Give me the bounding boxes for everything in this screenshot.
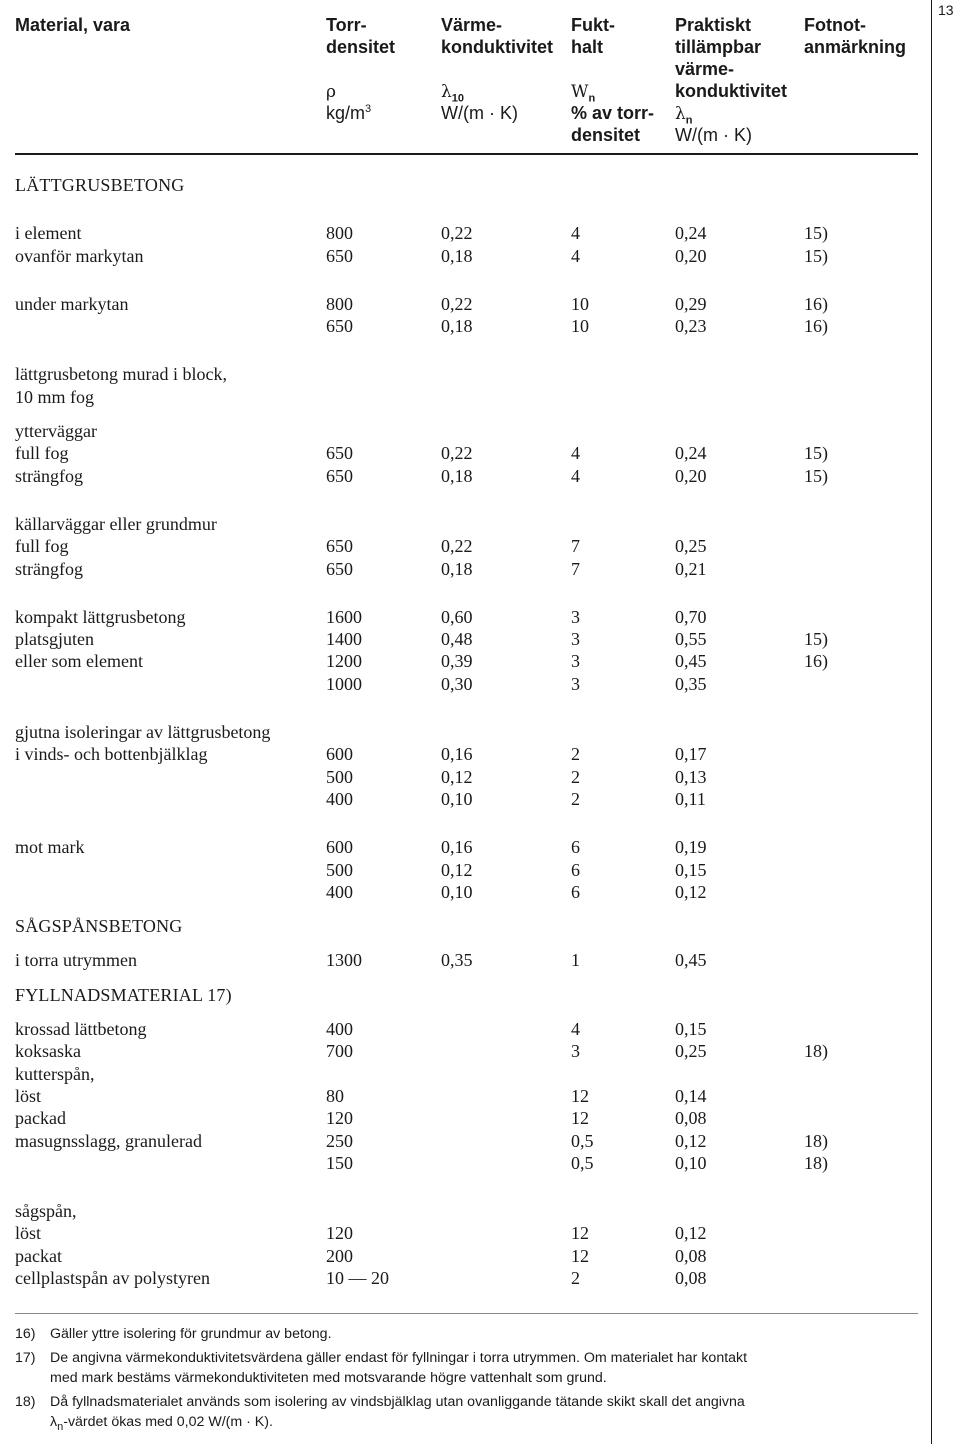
cell-practical: 0,11 [675,788,706,809]
cell-note: 15) [804,443,828,464]
cell-moisture: 0,5 [571,1130,594,1151]
cell-density: 400 [326,881,353,902]
table-row [15,315,920,337]
cell-note: 15) [804,465,828,486]
table-row [15,386,920,408]
cell-moisture: 4 [571,465,580,486]
lambda-n-symbol: λ [50,1414,58,1430]
cell-material: full fog [15,536,69,557]
material-table [15,174,920,1289]
cell-practical: 0,15 [675,1019,707,1040]
cell-density: 650 [326,443,353,464]
cell-moisture: 4 [571,1019,580,1040]
margin-rule [931,0,932,1444]
cell-material: lättgrusbetong murad i block, [15,364,227,385]
cell-density: 650 [326,465,353,486]
header-material: Material, vara [15,15,131,35]
table-row [15,1107,920,1129]
cell-practical: 0,13 [675,766,707,787]
footnote-text [50,1412,915,1432]
cell-material: ytterväggar [15,421,97,442]
table-row [15,721,920,743]
lambda-n-symbol: λ [675,104,686,124]
cell-practical: 0,23 [675,316,707,337]
cell-material: packat [15,1245,62,1266]
cell-material: i vinds- och bottenbjälklag [15,744,208,765]
cell-practical: 0,08 [675,1245,707,1266]
row-spacer [15,580,920,606]
cell-density: 600 [326,837,353,858]
cell-material: under markytan [15,293,129,314]
cell-conductivity: 0,18 [441,465,473,486]
footnote-rule [15,1313,918,1314]
cell-density: 1000 [326,673,362,694]
cell-practical: 0,45 [675,651,707,672]
footnote-number: 18) [15,1394,36,1410]
cell-material: masugnsslagg, granulerad [15,1130,202,1151]
cell-moisture: 2 [571,788,580,809]
page-number: 13 [938,2,954,18]
table-row [15,1018,920,1040]
row-spacer [15,196,920,222]
table-row [15,245,920,267]
cell-practical: 0,35 [675,673,707,694]
row-spacer [15,487,920,513]
cell-practical: 0,12 [675,1223,707,1244]
cell-practical: 0,25 [675,1041,707,1062]
row-spacer [15,810,920,836]
cell-conductivity: 0,12 [441,859,473,880]
cell-density: 1300 [326,950,362,971]
cell-conductivity: 0,35 [441,950,473,971]
cell-material: ovanför markytan [15,245,144,266]
cell-material: sågspån, [15,1201,77,1222]
table-row [15,1245,920,1267]
footnote-text: Gäller yttre isolering för grundmur av betong. [50,1326,332,1342]
header-conductivity: Värme- konduktivitet $\lambda_{10}$ W/(m · K) [441,15,554,123]
table-row [15,1200,920,1222]
cell-conductivity: 0,18 [441,558,473,579]
cell-moisture: 0,5 [571,1152,594,1173]
cell-note: 15) [804,629,828,650]
table-row [15,650,920,672]
cell-note: 18) [804,1041,828,1062]
footnote [15,1348,915,1388]
header-density: Torr- densitet ρ $kg/m^3$ [326,15,396,123]
cell-conductivity: 0,22 [441,536,473,557]
cell-note: 18) [804,1152,828,1173]
table-row [15,1222,920,1244]
row-spacer [15,903,920,915]
row-spacer [15,1174,920,1200]
table-row [15,513,920,535]
footnote-text: De angivna värmekonduktivitetsvärdena gäller endast för fyllningar i torra utrymmen. Om materialet har kontakt [50,1350,748,1366]
cell-material: platsgjuten [15,629,94,650]
cell-material: SÅGSPÅNSBETONG [15,916,183,937]
cell-density: 1400 [326,629,362,650]
cell-practical: 0,12 [675,1130,707,1151]
table-row [15,1040,920,1062]
cell-practical: 0,10 [675,1152,707,1173]
cell-density: 120 [326,1223,353,1244]
cell-material: i element [15,223,82,244]
cell-note: 16) [804,293,828,314]
table-row [15,558,920,580]
cell-density: 250 [326,1130,353,1151]
cell-moisture: 4 [571,443,580,464]
cell-moisture: 3 [571,1041,580,1062]
cell-material: kompakt lättgrusbetong [15,606,186,627]
cell-moisture: 2 [571,766,580,787]
cell-material: full fog [15,443,69,464]
cell-material: cellplastspån av polystyren [15,1267,210,1288]
cell-moisture: 3 [571,606,580,627]
row-spacer [15,267,920,293]
cell-practical: 0,08 [675,1108,707,1129]
cell-practical: 0,17 [675,744,707,765]
header-footnote: Fotnot- anmärkning [804,15,907,57]
rho-symbol: ρ [326,82,336,102]
w-symbol: W [571,82,589,102]
cell-conductivity: 0,10 [441,881,473,902]
cell-density: 400 [326,788,353,809]
cell-density: 500 [326,859,353,880]
symbol-subscript: n [57,1420,64,1433]
footnote-text-tail: -värdet ökas med 0,02 W/(m · K). [63,1414,273,1430]
table-row [15,881,920,903]
table-row [15,1063,920,1085]
cell-material: strängfog [15,558,83,579]
cell-moisture: 7 [571,536,580,557]
cell-practical: 0,14 [675,1085,707,1106]
cell-conductivity: 0,18 [441,245,473,266]
table-row [15,222,920,244]
cell-practical: 0,55 [675,629,707,650]
cell-practical: 0,70 [675,606,707,627]
cell-material: källarväggar eller grundmur [15,513,217,534]
cell-material: FYLLNADSMATERIAL 17) [15,984,232,1005]
cell-conductivity: 0,30 [441,673,473,694]
cell-conductivity: 0,60 [441,606,473,627]
cell-material: koksaska [15,1041,81,1062]
cell-conductivity: 0,39 [441,651,473,672]
cell-practical: 0,29 [675,293,707,314]
cell-moisture: 12 [571,1223,589,1244]
cell-density: 600 [326,744,353,765]
cell-density: 150 [326,1152,353,1173]
table-row [15,363,920,385]
footnote-number: 17) [15,1350,36,1366]
cell-moisture: 3 [571,673,580,694]
cell-conductivity: 0,12 [441,766,473,787]
cell-density: 1200 [326,651,362,672]
cell-moisture: 2 [571,744,580,765]
cell-material: 10 mm fog [15,386,94,407]
table-row [15,420,920,442]
cell-conductivity: 0,48 [441,629,473,650]
cell-material: strängfog [15,465,83,486]
cell-practical: 0,21 [675,558,707,579]
table-row [15,836,920,858]
cell-practical: 0,24 [675,443,707,464]
header-rule [15,153,918,155]
cell-conductivity: 0,16 [441,744,473,765]
cell-moisture: 6 [571,837,580,858]
cell-density: 500 [326,766,353,787]
cell-material: krossad lättbetong [15,1019,147,1040]
cell-note: 16) [804,316,828,337]
cell-material: mot mark [15,837,85,858]
cell-moisture: 12 [571,1085,589,1106]
table-row [15,1267,920,1289]
cell-practical: 0,25 [675,536,707,557]
header-practical: Praktiskt tillämpbar värme- konduktivitet $\lambda_n$ W/(m · K) [675,15,788,145]
table-header [15,14,920,156]
row-spacer [15,1006,920,1018]
cell-practical: 0,24 [675,223,707,244]
table-row [15,743,920,765]
cell-density: 800 [326,223,353,244]
cell-practical: 0,08 [675,1267,707,1288]
cell-moisture: 12 [571,1108,589,1129]
cell-note: 16) [804,651,828,672]
cell-practical: 0,15 [675,859,707,880]
cell-note: 15) [804,245,828,266]
cell-practical: 0,20 [675,465,707,486]
footnote-text: med mark bestäms värmekonduktiviteten med motsvarande högre vattenhalt som grund. [50,1370,607,1386]
table-row [15,465,920,487]
table-row [15,766,920,788]
table-row [15,606,920,628]
cell-note: 18) [804,1130,828,1151]
table-row [15,788,920,810]
table-row [15,535,920,557]
row-spacer [15,972,920,984]
cell-conductivity: 0,10 [441,788,473,809]
header-moisture: Fukt- halt $W_n$ % av torr- densitet [571,15,655,145]
cell-conductivity: 0,22 [441,293,473,314]
cell-material: löst [15,1085,42,1106]
cell-material: LÄTTGRUSBETONG [15,175,185,195]
cell-density: 1600 [326,606,362,627]
cell-moisture: 4 [571,223,580,244]
cell-density: 700 [326,1041,353,1062]
cell-practical: 0,19 [675,837,707,858]
cell-practical: 0,45 [675,950,707,971]
cell-practical: 0,12 [675,881,707,902]
cell-moisture: 1 [571,950,580,971]
cell-moisture: 3 [571,651,580,672]
cell-material: eller som element [15,651,143,672]
table-row [15,442,920,464]
cell-density: 80 [326,1085,344,1106]
section-heading [15,174,920,196]
cell-density: 800 [326,293,353,314]
cell-density: 650 [326,316,353,337]
cell-moisture: 12 [571,1245,589,1266]
cell-density: 200 [326,1245,353,1266]
table-row [15,859,920,881]
footnotes [15,1324,915,1436]
table-row [15,1085,920,1107]
cell-density: 120 [326,1108,353,1129]
cell-density: 650 [326,245,353,266]
cell-conductivity: 0,22 [441,223,473,244]
cell-conductivity: 0,22 [441,443,473,464]
cell-material: packad [15,1108,66,1129]
row-spacer [15,337,920,363]
row-spacer [15,408,920,420]
cell-moisture: 7 [571,558,580,579]
footnote [15,1392,915,1432]
cell-density: 650 [326,536,353,557]
cell-moisture: 6 [571,859,580,880]
footnote-number: 16) [15,1326,36,1342]
cell-moisture: 10 [571,293,589,314]
row-spacer [15,695,920,721]
cell-density: 400 [326,1019,353,1040]
table-row [15,949,920,971]
cell-conductivity: 0,16 [441,837,473,858]
cell-conductivity: 0,18 [441,316,473,337]
footnote [15,1324,915,1344]
section-heading [15,915,920,937]
lambda-symbol: λ [441,82,452,102]
footnote-text: Då fyllnadsmaterialet används som isolering av vindsbjälklag utan ovanliggande tätande skikt skall det angivna [50,1394,745,1410]
cell-note: 15) [804,223,828,244]
cell-moisture: 6 [571,881,580,902]
table-row [15,673,920,695]
cell-density: 10 — 20 [326,1267,389,1288]
row-spacer [15,937,920,949]
cell-moisture: 2 [571,1267,580,1288]
cell-practical: 0,20 [675,245,707,266]
cell-moisture: 4 [571,245,580,266]
section-heading [15,984,920,1006]
cell-material: kutterspån, [15,1063,95,1084]
cell-material: gjutna isoleringar av lättgrusbetong [15,722,271,743]
cell-moisture: 10 [571,316,589,337]
table-row [15,1152,920,1174]
table-row [15,1130,920,1152]
cell-material: löst [15,1223,42,1244]
cell-density: 650 [326,558,353,579]
table-row [15,293,920,315]
cell-material: i torra utrymmen [15,950,137,971]
cell-moisture: 3 [571,629,580,650]
table-row [15,628,920,650]
